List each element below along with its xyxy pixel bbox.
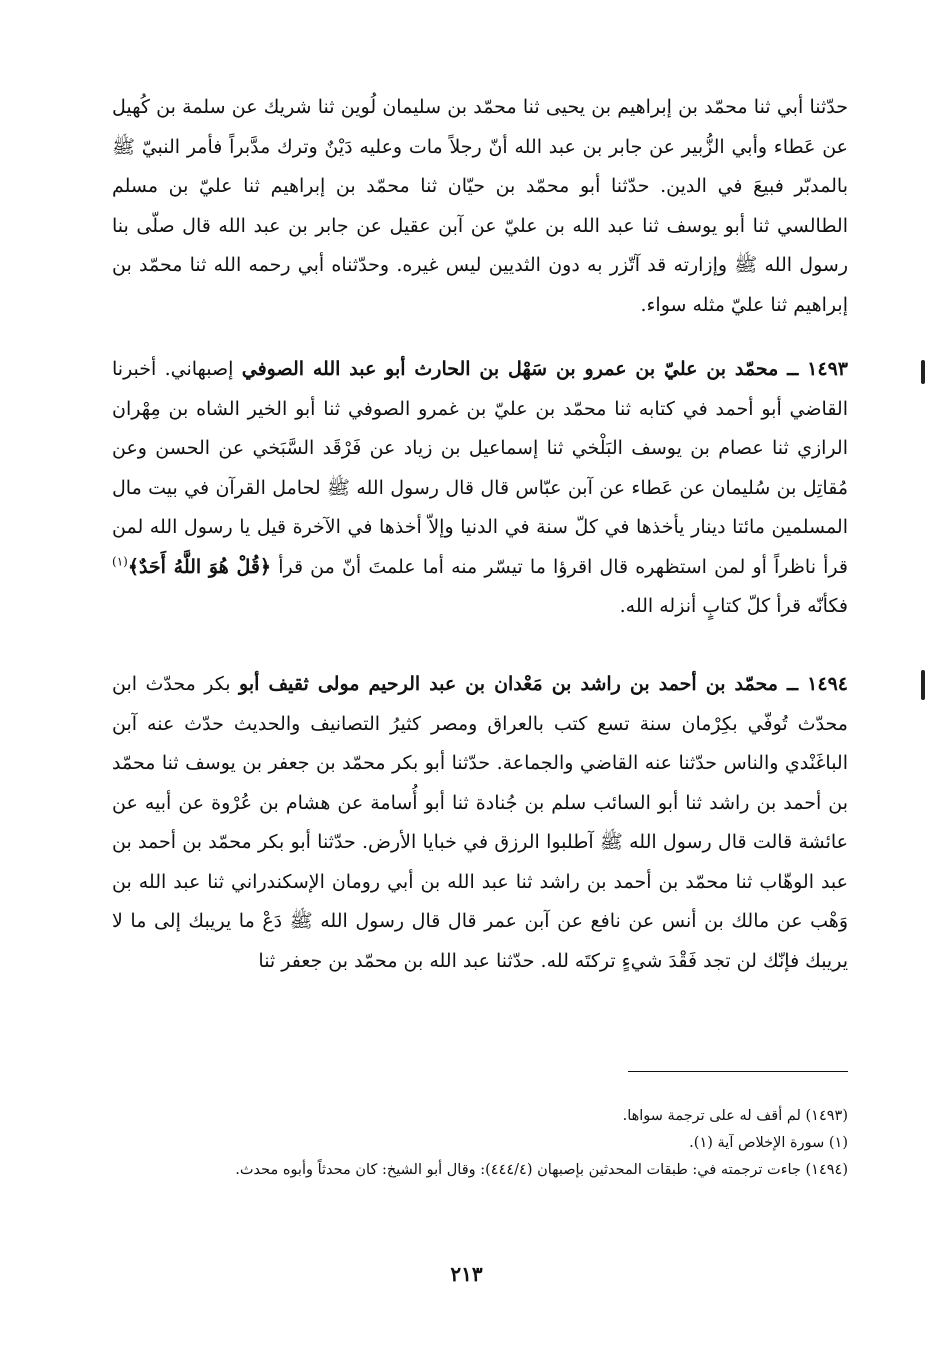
footnote-marker[interactable]: (١)	[112, 554, 128, 569]
entry-heading: ١٤٩٤ ــ محمّد بن أحمد بن راشد بن مَعْدان بن عبد الرحيم مولى ثقيف أبو	[239, 673, 848, 695]
entry-1493	[112, 350, 848, 627]
entry-text: بكر محدّث ابن محدّث تُوفّي بكِرْمان سنة تسع كتب بالعراق ومصر كثيرُ التصانيف والحديث حدّث عنه آبن الباغَنْدي والناس حدّثنا عنه القاضي والجماعة. حدّثنا أبو بكر محمّد بن جعفر بن يوسف ثنا محمّد بن أحمد بن راشد ثنا أبو السائب سلم بن جُنادة ثنا أبو أُسامة عن هشام بن عُرْوة عن أبيه عن عائشة قالت قال رسول الله ﷺ آطلبوا الرزق في خبايا الأرض. حدّثنا أبو بكر محمّد بن أحمد بن عبد الوهّاب ثنا محمّد بن أحمد بن راشد ثنا عبد الله بن أبي رومان الإسكندراني ثنا عبد الله بن وَهْب عن مالك بن أنس عن نافع عن آبن عمر قال قال رسول الله ﷺ دَعْ ما يريبك إلى ما لا يريبك فإنّك لن تجد فَقْدَ شيءٍ تركتَه لله. حدّثنا عبد الله بن محمّد بن جعفر ثنا	[112, 673, 848, 972]
entry-text: إصبهاني. أخبرنا القاضي أبو أحمد في كتابه ثنا محمّد بن عليّ بن غمرو الصوفي ثنا أبو الخير الشاه بن مِهْران الرازي ثنا عصام بن يوسف البَلْخي ثنا إسماعيل بن زياد عن فَرْقَد السَّبَخي عن الحسن وعن مُقاتِل بن سُليمان عن عَطاء عن آبن عبّاس قال قال رسول الله ﷺ لحامل القرآن في بيت مال المسلمين مائتا دينار يأخذها في كلّ سنة في الدنيا وإلاّ أخذها في الآخرة قيل يا رسول الله لمن قرأ ناظراً أو لمن استظهره قال اقرؤا ما تيسّر منه أما علمتَ أنّ من قرأ	[112, 358, 848, 578]
footnote-1493: (١٤٩٣) لم أقف له على ترجمة سواها.	[622, 1108, 848, 1124]
footnote-divider	[628, 1071, 848, 1072]
entry-1494	[112, 665, 848, 981]
margin-mark	[921, 360, 925, 384]
entry-text-end: فكأنّه قرأ كلّ كتابٍ أنزله الله.	[619, 595, 848, 617]
footnote-1: (١) سورة الإخلاص آية (١).	[689, 1135, 848, 1151]
margin-mark	[921, 670, 925, 700]
footnote-1494: (١٤٩٤) جاءت ترجمته في: طبقات المحدثين بإصبهان (٤٤٤/٤): وقال أبو الشيخ: كان محدثاً وأبوه محدث.	[235, 1162, 848, 1178]
paragraph-hadith-1	[112, 88, 848, 325]
page-number: ٢١٣	[450, 1262, 483, 1286]
paragraph-text: حدّثنا أبي ثنا محمّد بن إبراهيم بن يحيى ثنا محمّد بن سليمان لُوين ثنا شريك عن سلمة بن كُهيل عن عَطاء وأبي الزُّبير عن جابر بن عبد الله أنّ رجلاً مات وعليه دَيْنٌ وترك مدَّبراً فأمر النبيّ ﷺ بالمدبّر فبيعَ في الدين. حدّثنا أبو محمّد بن حيّان ثنا محمّد بن إبراهيم ثنا عليّ بن مسلم الطالسي ثنا أبو يوسف ثنا عبد الله بن عليّ عن آبن عقيل عن جابر بن عبد الله قال صلّى بنا رسول الله ﷺ وإزارته قد آتّزر به دون الثديين ليس غيره. وحدّثناه أبي رحمه الله ثنا محمّد بن إبراهيم ثنا عليّ مثله سواء.	[112, 96, 848, 316]
footnotes	[112, 1103, 848, 1184]
entry-heading: ١٤٩٣ ــ محمّد بن عليّ بن عمرو بن سَهْل بن الحارث أبو عبد الله الصوفي	[241, 358, 848, 380]
quran-quote: ﴿قُلْ هُوَ اللَّهُ أَحَدٌ﴾	[127, 555, 272, 578]
